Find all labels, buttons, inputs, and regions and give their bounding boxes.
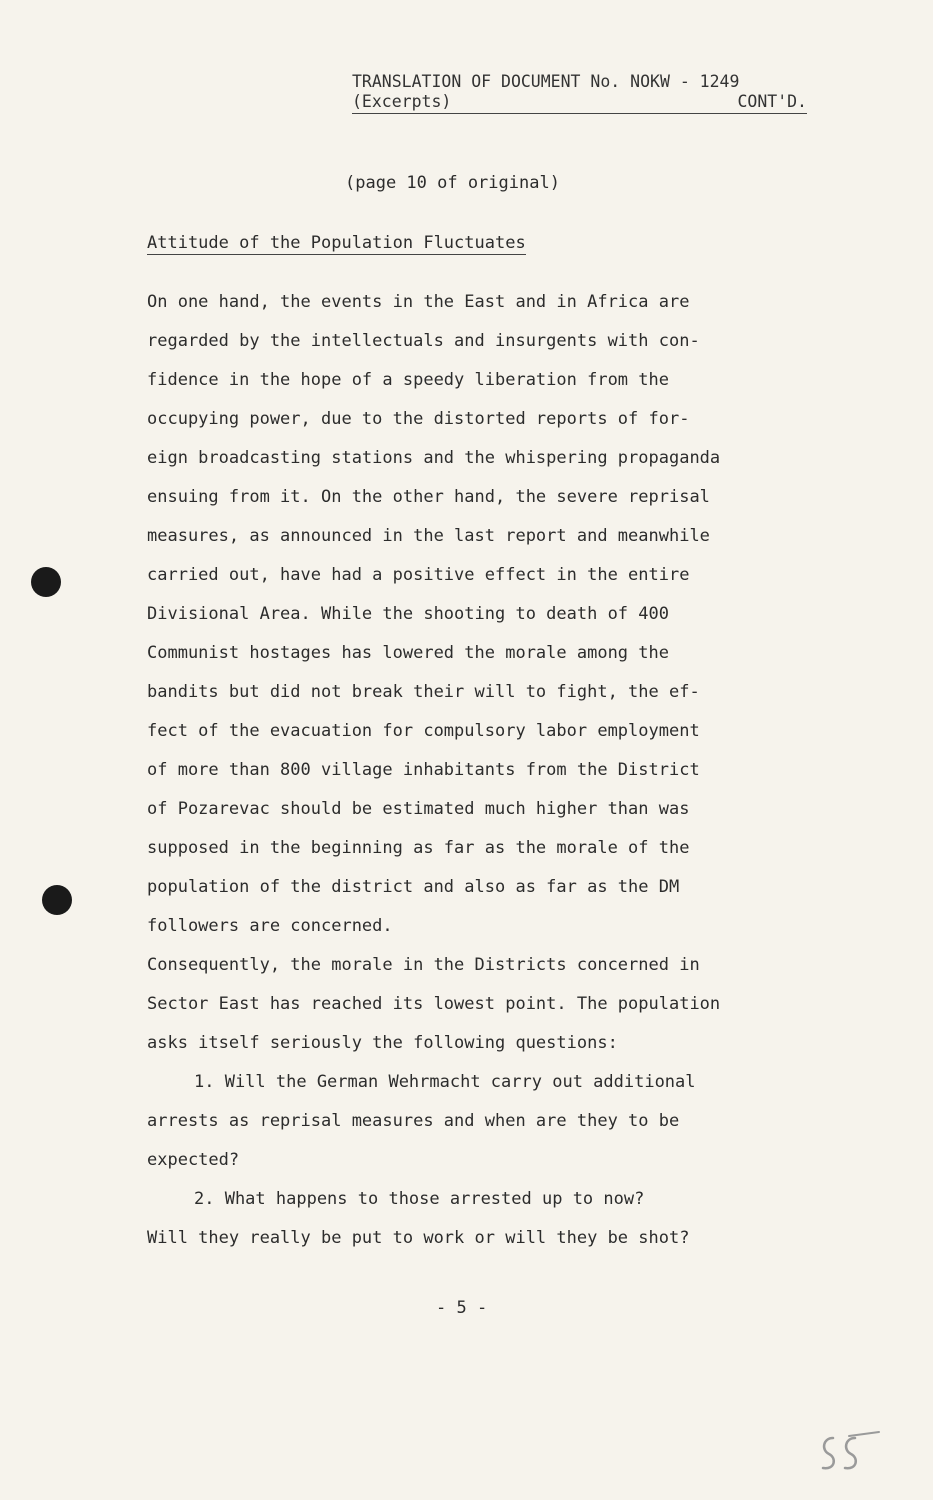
- body-line: Communist hostages has lowered the morale among the: [147, 643, 669, 663]
- body-line: bandits but did not break their will to fight, the ef-: [147, 682, 700, 702]
- question-2-line: 2. What happens to those arrested up to now?: [194, 1189, 645, 1209]
- body-line: measures, as announced in the last report and meanwhile: [147, 526, 710, 546]
- body-line: expected?: [147, 1150, 240, 1170]
- body-line: fidence in the hope of a speedy liberation from the: [147, 370, 669, 390]
- punch-hole-top: [31, 567, 61, 597]
- punch-hole-bottom: [42, 885, 72, 915]
- body-line: of Pozarevac should be estimated much higher than was: [147, 799, 690, 819]
- question-1-line: 1. Will the German Wehrmacht carry out additional: [194, 1072, 696, 1092]
- body-text: [147, 288, 817, 1263]
- body-line: population of the district and also as far as the DM: [147, 877, 680, 897]
- body-line: On one hand, the events in the East and in Africa are: [147, 292, 690, 312]
- header-title-row: [352, 72, 807, 92]
- body-line: fect of the evacuation for compulsory labor employment: [147, 721, 700, 741]
- header-contd: CONT'D.: [737, 92, 807, 111]
- body-line: Divisional Area. While the shooting to death of 400: [147, 604, 669, 624]
- body-line: Consequently, the morale in the Districts concerned in: [147, 955, 700, 975]
- body-line: Will they really be put to work or will they be shot?: [147, 1228, 690, 1248]
- header-excerpts: (Excerpts): [352, 92, 452, 111]
- body-line: Sector East has reached its lowest point. The population: [147, 994, 721, 1014]
- body-line: asks itself seriously the following questions:: [147, 1033, 618, 1053]
- document-header: [352, 72, 807, 114]
- body-line: arrests as reprisal measures and when are they to be: [147, 1111, 680, 1131]
- body-line: followers are concerned.: [147, 916, 393, 936]
- body-line: carried out, have had a positive effect in the entire: [147, 565, 690, 585]
- body-line: of more than 800 village inhabitants from the District: [147, 760, 700, 780]
- body-line: regarded by the intellectuals and insurgents with con-: [147, 331, 700, 351]
- header-title: TRANSLATION OF DOCUMENT No. NOKW - 1249: [352, 72, 740, 91]
- page-number: - 5 -: [436, 1298, 488, 1318]
- header-subtitle-row: [352, 92, 807, 114]
- handwritten-page-mark: [815, 1428, 885, 1478]
- original-page-reference: (page 10 of original): [345, 173, 560, 193]
- body-line: eign broadcasting stations and the whispering propaganda: [147, 448, 721, 468]
- body-line: occupying power, due to the distorted reports of for-: [147, 409, 690, 429]
- section-title: Attitude of the Population Fluctuates: [147, 233, 526, 253]
- body-line: supposed in the beginning as far as the morale of the: [147, 838, 690, 858]
- body-line: ensuing from it. On the other hand, the severe reprisal: [147, 487, 710, 507]
